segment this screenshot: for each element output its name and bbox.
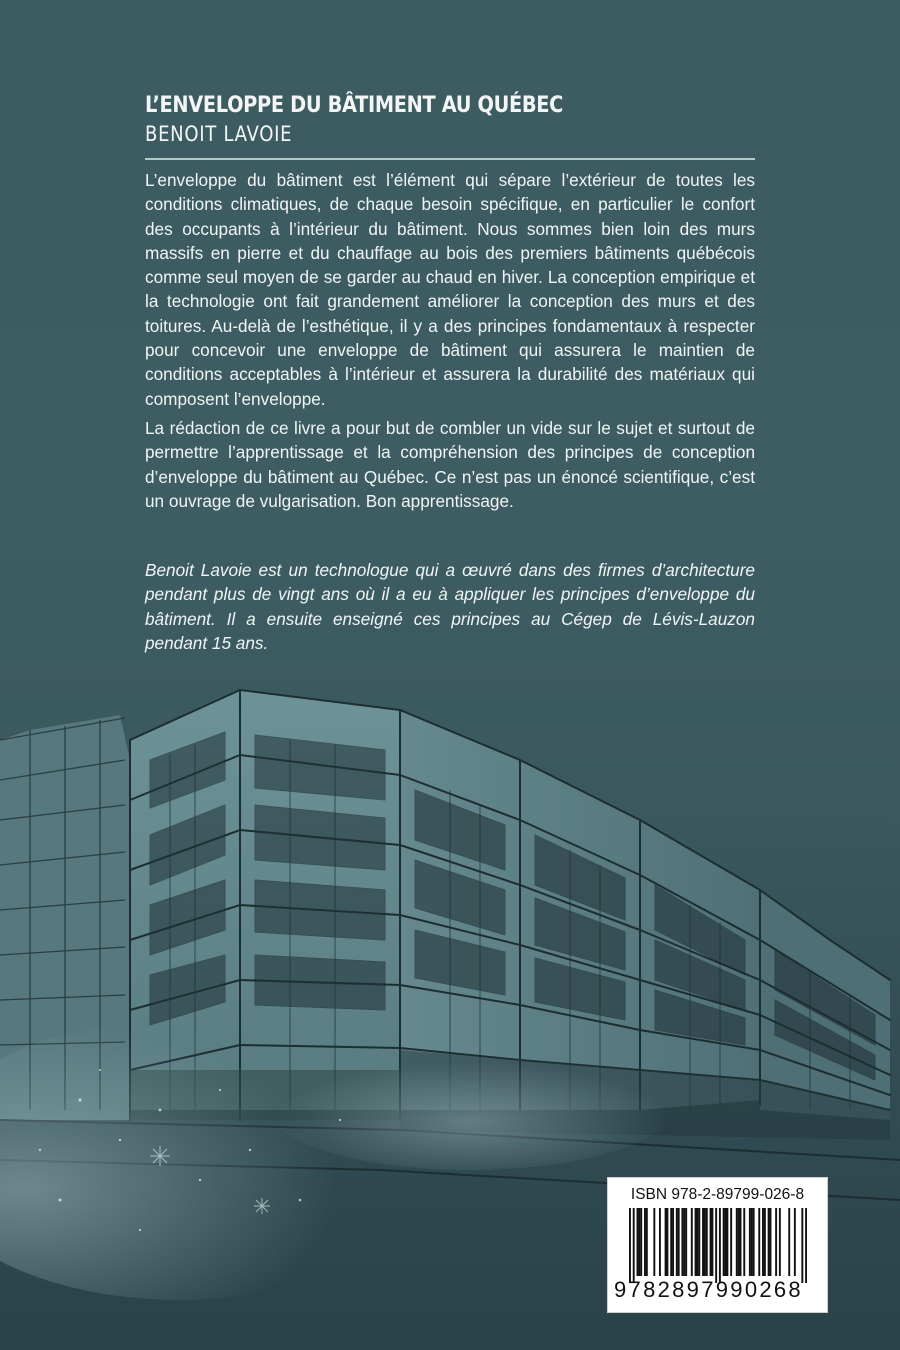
barcode-bar (665, 1208, 667, 1276)
barcode-bar (753, 1208, 755, 1276)
barcode-bar (676, 1208, 678, 1276)
barcode-bar (801, 1208, 803, 1283)
barcode-bar (702, 1208, 704, 1276)
author-bio (145, 558, 755, 655)
barcode-bar (770, 1208, 772, 1276)
barcode-bar (704, 1208, 706, 1276)
barcode-bar (685, 1208, 687, 1276)
author-bio-text: Benoit Lavoie est un technologue qui a œuvré dans des firmes d’architecture pendant plus de vingt ans où il a eu à appliquer les principes d’enveloppe du bâtiment. Il a ensuite enseigné ces principes au Cégep de Lévis-Lauzon pendant 15 ans. (145, 560, 755, 653)
barcode-bar (758, 1208, 760, 1276)
barcode-bar (653, 1208, 655, 1276)
description-text: L’enveloppe du bâtiment est l’élément qui sépare l’extérieur de toutes les conditions climatiques, de chaque besoin spécifique, en particulier le confort des occupants à l’intérieur du bâtiment. Nous sommes bien loin des murs massifs en pierre et du chauffage au bois des premiers bâtiments québécois comme seul moyen de se garder au chaud en hiver. La conception empirique et la technologie ont fait grandement améliorer la conception des murs et des toitures. Au-delà de l’esthétique, il y a des principes fondamentaux à respecter pour concevoir une enveloppe de bâtiment qui assurera le maintien de conditions acceptables à l’intérieur et assurera la durabilité des matériaux qui composent l’enveloppe. (145, 170, 755, 409)
barcode-bar (794, 1208, 796, 1276)
barcode-bar (764, 1208, 766, 1276)
barcode-bar (659, 1208, 661, 1276)
barcode-bar (723, 1208, 725, 1276)
barcode-bar (629, 1208, 631, 1283)
description-paragraph-2 (145, 416, 755, 513)
barcode-bar (640, 1208, 642, 1276)
barcode-bar (636, 1208, 638, 1276)
ean-digits: 9782897990268 (614, 1277, 803, 1302)
barcode-bar (775, 1208, 777, 1276)
book-title: L’ENVELOPPE DU BÂTIMENT AU QUÉBEC (145, 92, 564, 118)
barcode-bar (678, 1208, 680, 1276)
barcode-bar (762, 1208, 764, 1276)
isbn-barcode (607, 1177, 828, 1313)
barcode-bar (749, 1208, 751, 1276)
barcode-bar (696, 1208, 698, 1276)
barcode-bar (644, 1208, 646, 1276)
isbn-label: ISBN 978-2-89799-026-8 (630, 1186, 805, 1203)
barcode-bar (670, 1208, 672, 1276)
barcode-bar (743, 1208, 745, 1276)
barcode-bar (666, 1208, 668, 1276)
barcode-bar (751, 1208, 753, 1276)
barcode-bar (633, 1208, 635, 1283)
barcode-bar (695, 1208, 697, 1276)
author-name: BENOIT LAVOIE (145, 122, 293, 146)
barcode-bar (681, 1208, 683, 1276)
barcode-bar (672, 1208, 674, 1276)
barcode-bar (683, 1208, 685, 1276)
barcode-bar (698, 1208, 700, 1276)
barcode-bar (691, 1208, 693, 1276)
barcode-bar (706, 1208, 708, 1276)
barcode-bars (629, 1208, 807, 1283)
barcode-bar (805, 1208, 807, 1283)
barcode-bar (719, 1208, 721, 1283)
description-paragraph-1 (145, 168, 755, 411)
barcode-bar (711, 1208, 713, 1276)
barcode-bar (646, 1208, 648, 1276)
description-text: La rédaction de ce livre a pour but de combler un vide sur le sujet et surtout de permettre l’apprentissage et la compréhension des principes de conception d’enveloppe du bâtiment au Québec. Ce n’est pas un énoncé scientifique, c’est un ouvrage de vulgarisation. Bon apprentissage. (145, 418, 755, 511)
barcode-bar (768, 1208, 770, 1276)
barcode-bar (779, 1208, 781, 1276)
barcode-bar (740, 1208, 742, 1276)
barcode-bar (730, 1208, 732, 1276)
barcode-bar (788, 1208, 790, 1276)
title-divider (145, 158, 755, 160)
barcode-bar (638, 1208, 640, 1276)
barcode-bar (726, 1208, 728, 1276)
barcode-bar (725, 1208, 727, 1276)
barcode-bar (715, 1208, 717, 1283)
barcode-bar (738, 1208, 740, 1276)
barcode-bar (710, 1208, 712, 1276)
barcode-bar (736, 1208, 738, 1276)
